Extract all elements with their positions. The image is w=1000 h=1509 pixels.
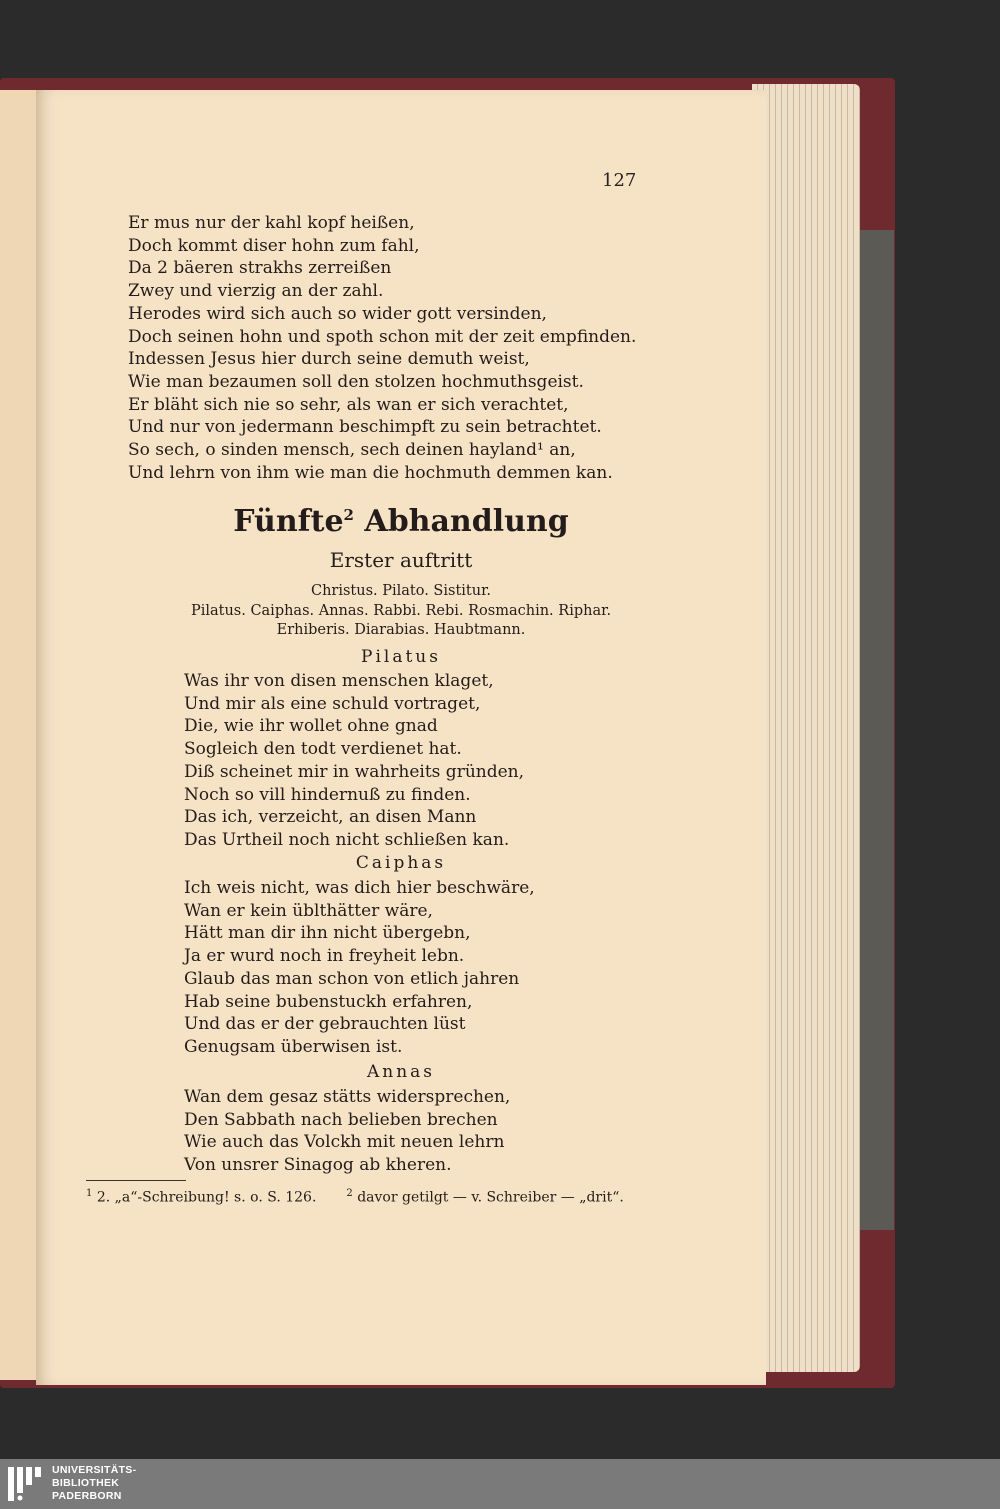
library-name-line: UNIVERSITÄTS- bbox=[52, 1464, 137, 1476]
cast-line: Christus. Pilato. Sistitur. bbox=[310, 583, 492, 599]
speaker-name: Pilatus bbox=[361, 647, 441, 667]
library-bar bbox=[0, 1459, 1000, 1509]
speech-line: Von unsrer Sinagog ab kheren. bbox=[184, 1155, 452, 1176]
speech-line: Die, wie ihr wollet ohne gnad bbox=[184, 716, 438, 737]
verse-line: Er mus nur der kahl kopf heißen, bbox=[128, 213, 415, 233]
speech-line: Wan dem gesaz stätts widersprechen, bbox=[184, 1087, 511, 1107]
footnote-rule bbox=[86, 1180, 186, 1181]
speech-annas bbox=[184, 1086, 510, 1177]
verse-line: Herodes wird sich auch so wider gott versinden, bbox=[128, 303, 547, 324]
page-number: 127 bbox=[602, 170, 637, 191]
verse-line: So sech, o sinden mensch, sech deinen hayland¹ an, bbox=[128, 440, 576, 461]
speech-line: Ja er wurd noch in freyheit lebn. bbox=[184, 946, 465, 967]
section-title-rest: Abhandlung bbox=[353, 504, 569, 539]
footnote-marker: 2 bbox=[343, 506, 354, 524]
verse-top bbox=[128, 212, 636, 484]
speech-line: Und mir als eine schuld vortraget, bbox=[184, 693, 481, 714]
footnote-marker: 1 bbox=[86, 1188, 93, 1199]
book-cover-cloth bbox=[860, 230, 894, 1230]
speech-line: Hab seine bubenstuckh erfahren, bbox=[184, 991, 473, 1012]
library-logo-icon bbox=[6, 1465, 44, 1503]
speaker-name: Annas bbox=[366, 1062, 436, 1082]
footnote-text: davor getilgt — v. Schreiber — „drit“. bbox=[352, 1189, 624, 1206]
speech-line: Hätt man dir ihn nicht übergebn, bbox=[184, 923, 471, 944]
cast-line: Erhiberis. Diarabias. Haubtmann. bbox=[276, 622, 526, 638]
speech-line: Noch so vill hindernuß zu finden. bbox=[184, 784, 471, 805]
scene-title: Erster auftritt bbox=[329, 548, 473, 572]
speech-line: Genugsam überwisen ist. bbox=[184, 1036, 403, 1057]
footnotes bbox=[86, 1184, 646, 1208]
speech-line: Und das er der gebrauchten lüst bbox=[184, 1014, 466, 1035]
verse-line: Doch seinen hohn und spoth schon mit der zeit empfinden. bbox=[128, 326, 637, 347]
cast-line: Pilatus. Caiphas. Annas. Rabbi. Rebi. Rosmachin. Riphar. bbox=[190, 603, 612, 619]
speech-line: Wan er kein üblthätter wäre, bbox=[184, 900, 433, 921]
verse-line: Zwey und vierzig an der zahl. bbox=[128, 281, 384, 302]
speech-line: Wie auch das Volckh mit neuen lehrn bbox=[184, 1132, 505, 1153]
speech-line: Sogleich den todt verdienet hat. bbox=[184, 739, 462, 760]
section-title bbox=[36, 504, 766, 539]
verse-line: Wie man bezaumen soll den stolzen hochmuthsgeist. bbox=[128, 371, 584, 392]
speech-line: Den Sabbath nach belieben brechen bbox=[184, 1109, 498, 1130]
speech-pilatus bbox=[184, 670, 524, 852]
verse-line: Und nur von jedermann beschimpft zu sein betrachtet. bbox=[128, 417, 602, 438]
speaker-name: Caiphas bbox=[355, 853, 447, 873]
library-name-line: PADERBORN bbox=[52, 1490, 122, 1502]
section-title-word: Fünfte bbox=[233, 504, 344, 539]
page-stack-edges bbox=[752, 84, 860, 1372]
verse-line: Da 2 bäeren strakhs zerreißen bbox=[128, 258, 392, 279]
library-name-line: BIBLIOTHEK bbox=[52, 1477, 120, 1489]
library-name bbox=[52, 1464, 136, 1503]
verse-line: Er bläht sich nie so sehr, als wan er sich verachtet, bbox=[128, 394, 569, 415]
speech-line: Das ich, verzeicht, an disen Mann bbox=[184, 807, 477, 828]
verse-line: Indessen Jesus hier durch seine demuth weist, bbox=[128, 349, 530, 370]
speech-line: Ich weis nicht, was dich hier beschwäre, bbox=[184, 878, 535, 898]
speech-line: Glaub das man schon von etlich jahren bbox=[184, 968, 520, 989]
speech-line: Diß scheinet mir in wahrheits gründen, bbox=[184, 761, 525, 782]
footnote-marker: 2 bbox=[346, 1188, 353, 1199]
verse-line: Doch kommt diser hohn zum fahl, bbox=[128, 235, 420, 256]
speech-caiphas bbox=[184, 877, 535, 1059]
footnote-text: 2. „a“-Schreibung! s. o. S. 126. bbox=[92, 1189, 317, 1206]
speech-line: Was ihr von disen menschen klaget, bbox=[184, 671, 494, 691]
speech-line: Das Urtheil noch nicht schließen kan. bbox=[184, 829, 510, 850]
verse-line: Und lehrn von ihm wie man die hochmuth demmen kan. bbox=[128, 462, 613, 483]
